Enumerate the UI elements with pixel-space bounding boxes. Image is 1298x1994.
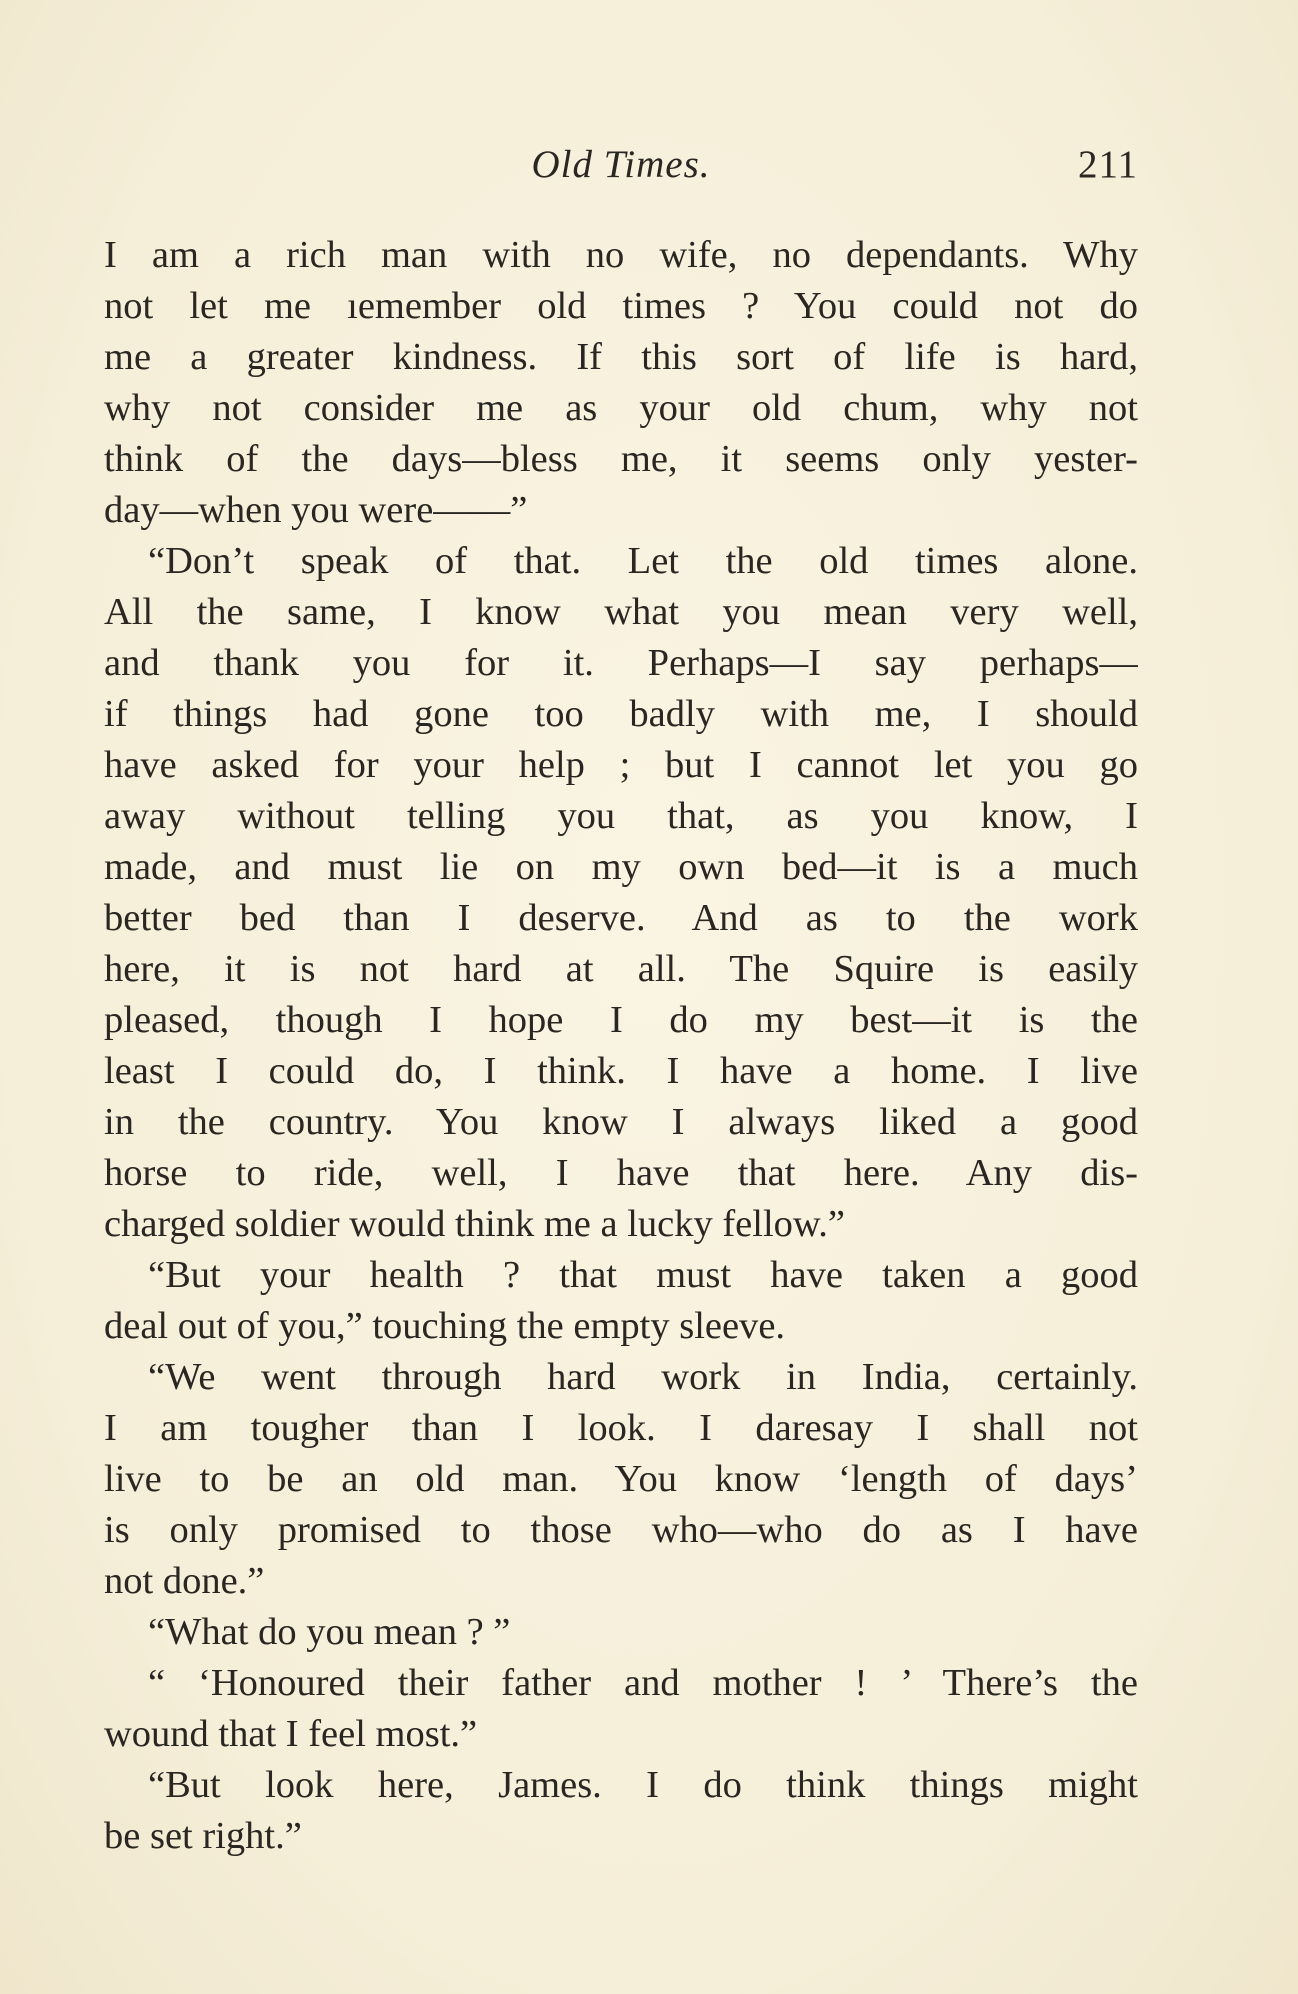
body-text [104,230,1138,1862]
text-line: “Don’t speak of that. Let the old times alone. [148,540,1138,582]
text-line: “What do you mean ? ” [148,1611,511,1653]
text-line: I am tougher than I look. I daresay I shall not [104,1407,1138,1449]
text-line: if things had gone too badly with me, I should [104,693,1138,735]
text-line: here, it is not hard at all. The Squire is easily [104,948,1138,990]
text-line: think of the days—bless me, it seems only yester- [104,438,1138,480]
running-title: Old Times. [531,143,711,186]
text-line: deal out of you,” touching the empty sleeve. [104,1305,786,1347]
text-line: I am a rich man with no wife, no dependants. Why [104,234,1138,276]
page-number: 211 [1077,143,1138,186]
text-line: least I could do, I think. I have a home. I live [104,1050,1138,1092]
text-line: have asked for your help ; but I cannot let you go [104,744,1138,786]
page-header [104,142,1138,192]
text-line: day—when you were——” [104,489,528,531]
text-line: not done.” [104,1560,265,1602]
text-line: horse to ride, well, I have that here. Any dis- [104,1152,1138,1194]
text-line: “ ‘Honoured their father and mother ! ’ There’s the [148,1662,1138,1704]
text-line: charged soldier would think me a lucky fellow.” [104,1203,845,1245]
text-line: wound that I feel most.” [104,1713,478,1755]
text-line: is only promised to those who—who do as I have [104,1509,1138,1551]
text-line: away without telling you that, as you know, I [104,795,1138,837]
text-line: better bed than I deserve. And as to the work [104,897,1138,939]
text-line: me a greater kindness. If this sort of life is hard, [104,336,1138,378]
text-line: made, and must lie on my own bed—it is a much [104,846,1138,888]
text-line: and thank you for it. Perhaps—I say perhaps— [104,642,1138,684]
text-line: “But look here, James. I do think things might [148,1764,1138,1806]
text-line: “We went through hard work in India, certainly. [148,1356,1138,1398]
text-line: be set right.” [104,1815,302,1857]
text-line: why not consider me as your old chum, why not [104,387,1138,429]
text-line: not let me ıemember old times ? You could not do [104,285,1138,327]
text-line: “But your health ? that must have taken a good [148,1254,1138,1296]
text-line: pleased, though I hope I do my best—it is the [104,999,1138,1041]
text-line: All the same, I know what you mean very well, [104,591,1138,633]
text-line: in the country. You know I always liked a good [104,1101,1138,1143]
text-line: live to be an old man. You know ‘length of days’ [104,1458,1138,1500]
